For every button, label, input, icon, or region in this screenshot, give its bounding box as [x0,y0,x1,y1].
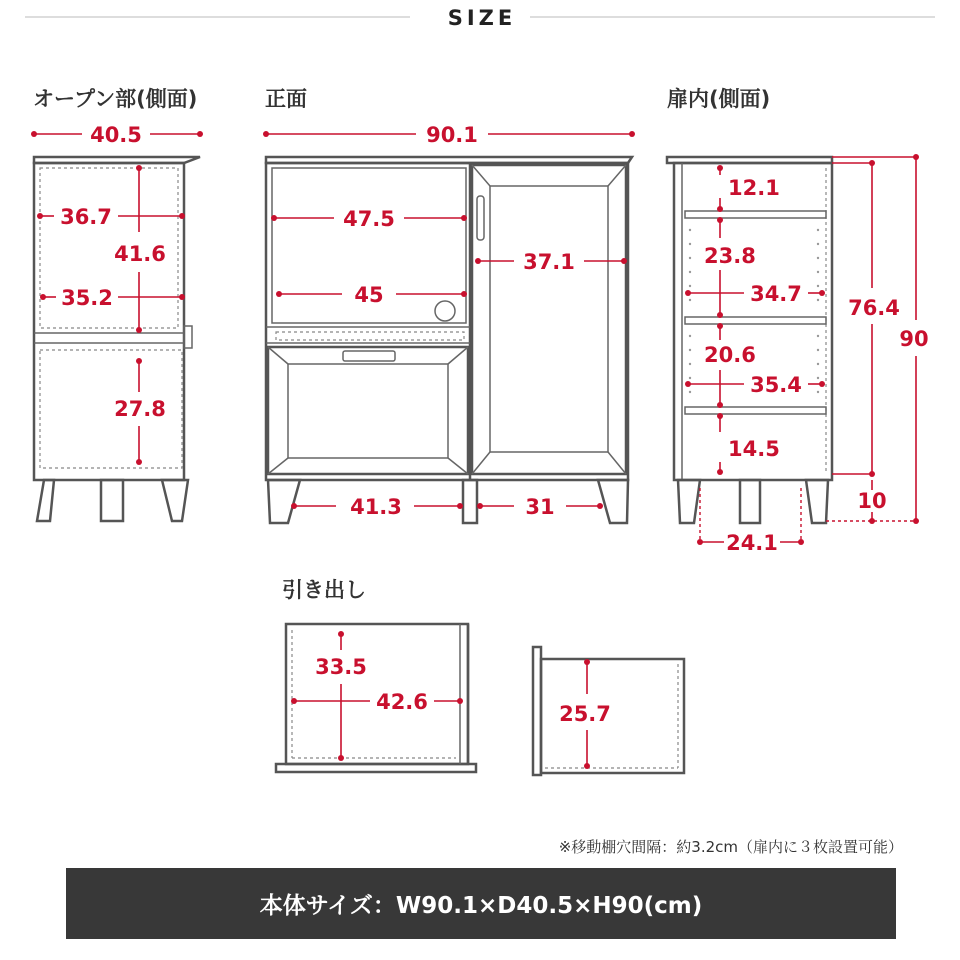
door-side-gap-2: 23.8 [704,244,756,268]
front-leg-span-right: 31 [525,495,555,519]
door-side-leg-depth: 24.1 [726,531,778,555]
open-side-height-lower: 27.8 [114,397,166,421]
door-side-view [667,154,929,555]
open-side-view [31,123,203,521]
drawer-height: 25.7 [559,702,611,726]
drawer-depth: 33.5 [315,655,367,679]
open-side-title: オープン部(側面) [33,87,198,111]
door-side-shelf-depth-2: 35.4 [750,373,802,397]
door-side-shelf-depth-1: 34.7 [750,282,802,306]
front-upper-left-width: 47.5 [343,207,395,231]
front-door-width: 37.1 [523,250,575,274]
open-side-depth-mid: 35.2 [61,286,113,310]
door-side-total-height: 90 [899,327,929,351]
front-width: 90.1 [426,123,478,147]
front-inner-width: 45 [354,283,384,307]
door-side-inner-height: 76.4 [848,296,900,320]
door-side-title: 扉内(側面) [667,87,771,111]
open-side-depth-upper: 36.7 [60,205,112,229]
door-side-gap-bottom: 14.5 [728,437,780,461]
drawer-view [276,624,684,775]
door-side-leg-height: 10 [857,489,887,513]
front-title: 正面 [265,87,307,111]
front-leg-span-left: 41.3 [350,495,402,519]
drawer-width: 42.6 [376,690,428,714]
drawer-title: 引き出し [282,578,366,602]
shelf-hole-note: ※移動棚穴間隔：約3.2cm（扉内に３枚設置可能） [558,838,903,856]
open-side-width: 40.5 [90,123,142,147]
size-banner-text: 本体サイズ：W90.1×D40.5×H90(cm) [259,893,703,919]
door-side-gap-3: 20.6 [704,343,756,367]
front-view [263,123,635,523]
door-side-gap-top: 12.1 [728,176,780,200]
section-title: SIZE [447,6,517,30]
open-side-height-upper: 41.6 [114,242,166,266]
